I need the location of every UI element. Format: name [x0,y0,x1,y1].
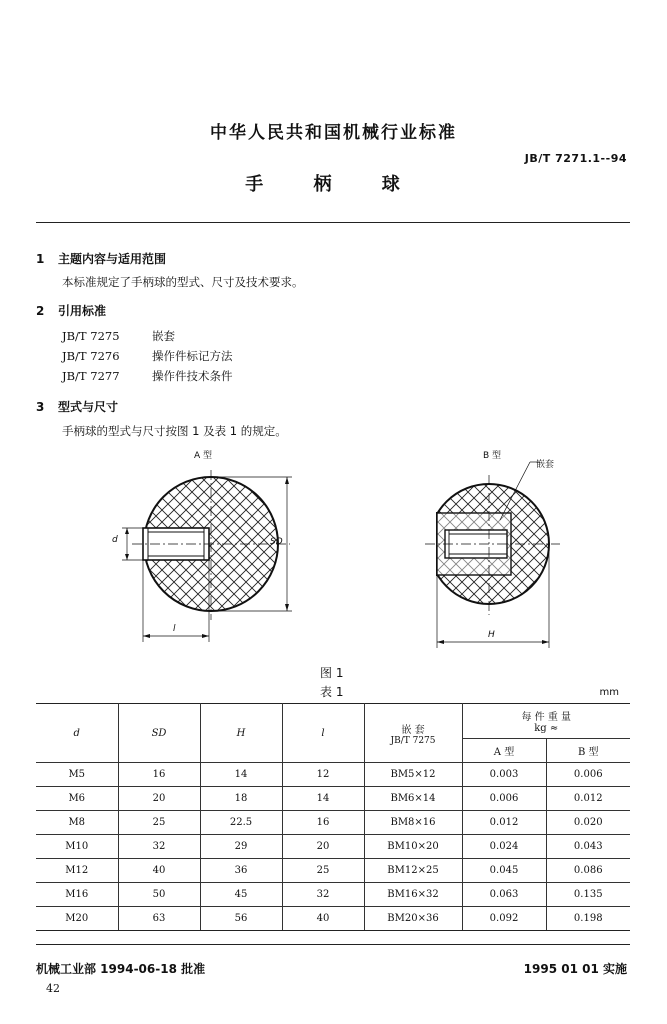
dimension-sd-label: SD [270,537,283,547]
cell-weight-b: 0.012 [546,787,630,811]
approval-line: 机械工业部 1994-06-18 批准 [36,962,206,976]
reference-code: JB/T 7276 [62,349,120,363]
header-type-b: B 型 [546,739,630,763]
table-row [36,763,630,787]
table-caption: 表 1 [320,685,344,699]
document-title: 手 柄 球 [245,174,422,195]
cell-sd: 50 [118,883,200,907]
issuing-body: 中华人民共和国机械行业标准 [210,123,457,143]
cell-l: 16 [282,811,364,835]
cell-h: 36 [200,859,282,883]
cell-insert: BM10×20 [364,835,462,859]
page-number: 42 [46,982,60,995]
figure-1-drawing [0,440,667,665]
table-row [36,835,630,859]
dimension-h-label: H [488,630,495,640]
cell-h: 45 [200,883,282,907]
table-header-row [36,704,630,739]
cell-h: 14 [200,763,282,787]
cell-sd: 25 [118,811,200,835]
cell-l: 32 [282,883,364,907]
reference-code: JB/T 7275 [62,329,120,343]
cell-h: 29 [200,835,282,859]
section-1-text: 本标准规定了手柄球的型式、尺寸及技术要求。 [62,275,304,289]
header-insert [364,704,462,763]
table-row [36,859,630,883]
section-title: 型式与尺寸 [58,400,119,414]
header-weight-unit: kg ≈ [534,723,559,734]
cell-sd: 20 [118,787,200,811]
type-a-ball [122,470,292,642]
header-weight [462,704,630,739]
section-title: 引用标准 [58,304,107,318]
cell-insert: BM20×36 [364,907,462,931]
cell-insert: BM12×25 [364,859,462,883]
cell-l: 14 [282,787,364,811]
cell-d: M10 [36,835,118,859]
type-a-label: A 型 [194,451,213,461]
cell-insert: BM16×32 [364,883,462,907]
cell-weight-a: 0.006 [462,787,546,811]
table-row [36,787,630,811]
cell-d: M6 [36,787,118,811]
header-weight-title: 每 件 重 量 [521,712,572,723]
header-l: l [282,704,364,763]
reference-item [62,348,233,364]
cell-d: M16 [36,883,118,907]
figure-caption: 图 1 [320,666,344,680]
header-insert-title: 嵌 套 [401,724,425,736]
section-3-heading [36,398,118,415]
section-1-heading [36,250,166,267]
header-h: H [200,704,282,763]
cell-insert: BM8×16 [364,811,462,835]
type-b-ball [420,462,560,648]
cell-weight-b: 0.198 [546,907,630,931]
cell-weight-a: 0.092 [462,907,546,931]
reference-name: 嵌套 [152,329,175,343]
cell-weight-a: 0.045 [462,859,546,883]
section-3-text: 手柄球的型式与尺寸按图 1 及表 1 的规定。 [62,424,287,438]
cell-weight-b: 0.086 [546,859,630,883]
table-row [36,883,630,907]
cell-h: 22.5 [200,811,282,835]
cell-weight-a: 0.012 [462,811,546,835]
cell-l: 25 [282,859,364,883]
cell-weight-b: 0.043 [546,835,630,859]
header-insert-std: JB/T 7275 [390,735,436,746]
cell-d: M8 [36,811,118,835]
cell-l: 20 [282,835,364,859]
section-number: 3 [36,400,45,414]
reference-code: JB/T 7277 [62,369,120,383]
insert-label: 嵌套 [536,460,555,470]
dimensions-table [36,703,630,931]
header-sd: SD [118,704,200,763]
cell-weight-a: 0.063 [462,883,546,907]
cell-weight-b: 0.135 [546,883,630,907]
standard-number: JB/T 7271.1--94 [524,152,627,165]
cell-l: 12 [282,763,364,787]
table-row [36,811,630,835]
reference-item [62,328,175,344]
cell-sd: 32 [118,835,200,859]
section-number: 1 [36,252,45,266]
reference-item [62,368,233,384]
cell-l: 40 [282,907,364,931]
cell-insert: BM6×14 [364,787,462,811]
cell-sd: 40 [118,859,200,883]
section-number: 2 [36,304,45,318]
reference-name: 操作件标记方法 [152,349,233,363]
cell-weight-b: 0.020 [546,811,630,835]
cell-d: M12 [36,859,118,883]
cell-weight-a: 0.003 [462,763,546,787]
table-row [36,907,630,931]
header-rule [36,222,630,223]
section-title: 主题内容与适用范围 [58,252,167,266]
reference-name: 操作件技术条件 [152,369,233,383]
table-unit: mm [599,687,619,698]
header-d: d [36,704,118,763]
cell-insert: BM5×12 [364,763,462,787]
type-b-label: B 型 [483,451,502,461]
cell-weight-b: 0.006 [546,763,630,787]
section-2-heading [36,302,106,319]
cell-d: M5 [36,763,118,787]
implementation-line: 1995 01 01 实施 [523,962,627,976]
dimension-l-label: l [173,624,176,634]
dimension-d-label: d [112,535,118,545]
cell-sd: 63 [118,907,200,931]
header-type-a: A 型 [462,739,546,763]
cell-sd: 16 [118,763,200,787]
cell-h: 56 [200,907,282,931]
cell-weight-a: 0.024 [462,835,546,859]
cell-h: 18 [200,787,282,811]
cell-d: M20 [36,907,118,931]
footer-rule [36,944,630,945]
